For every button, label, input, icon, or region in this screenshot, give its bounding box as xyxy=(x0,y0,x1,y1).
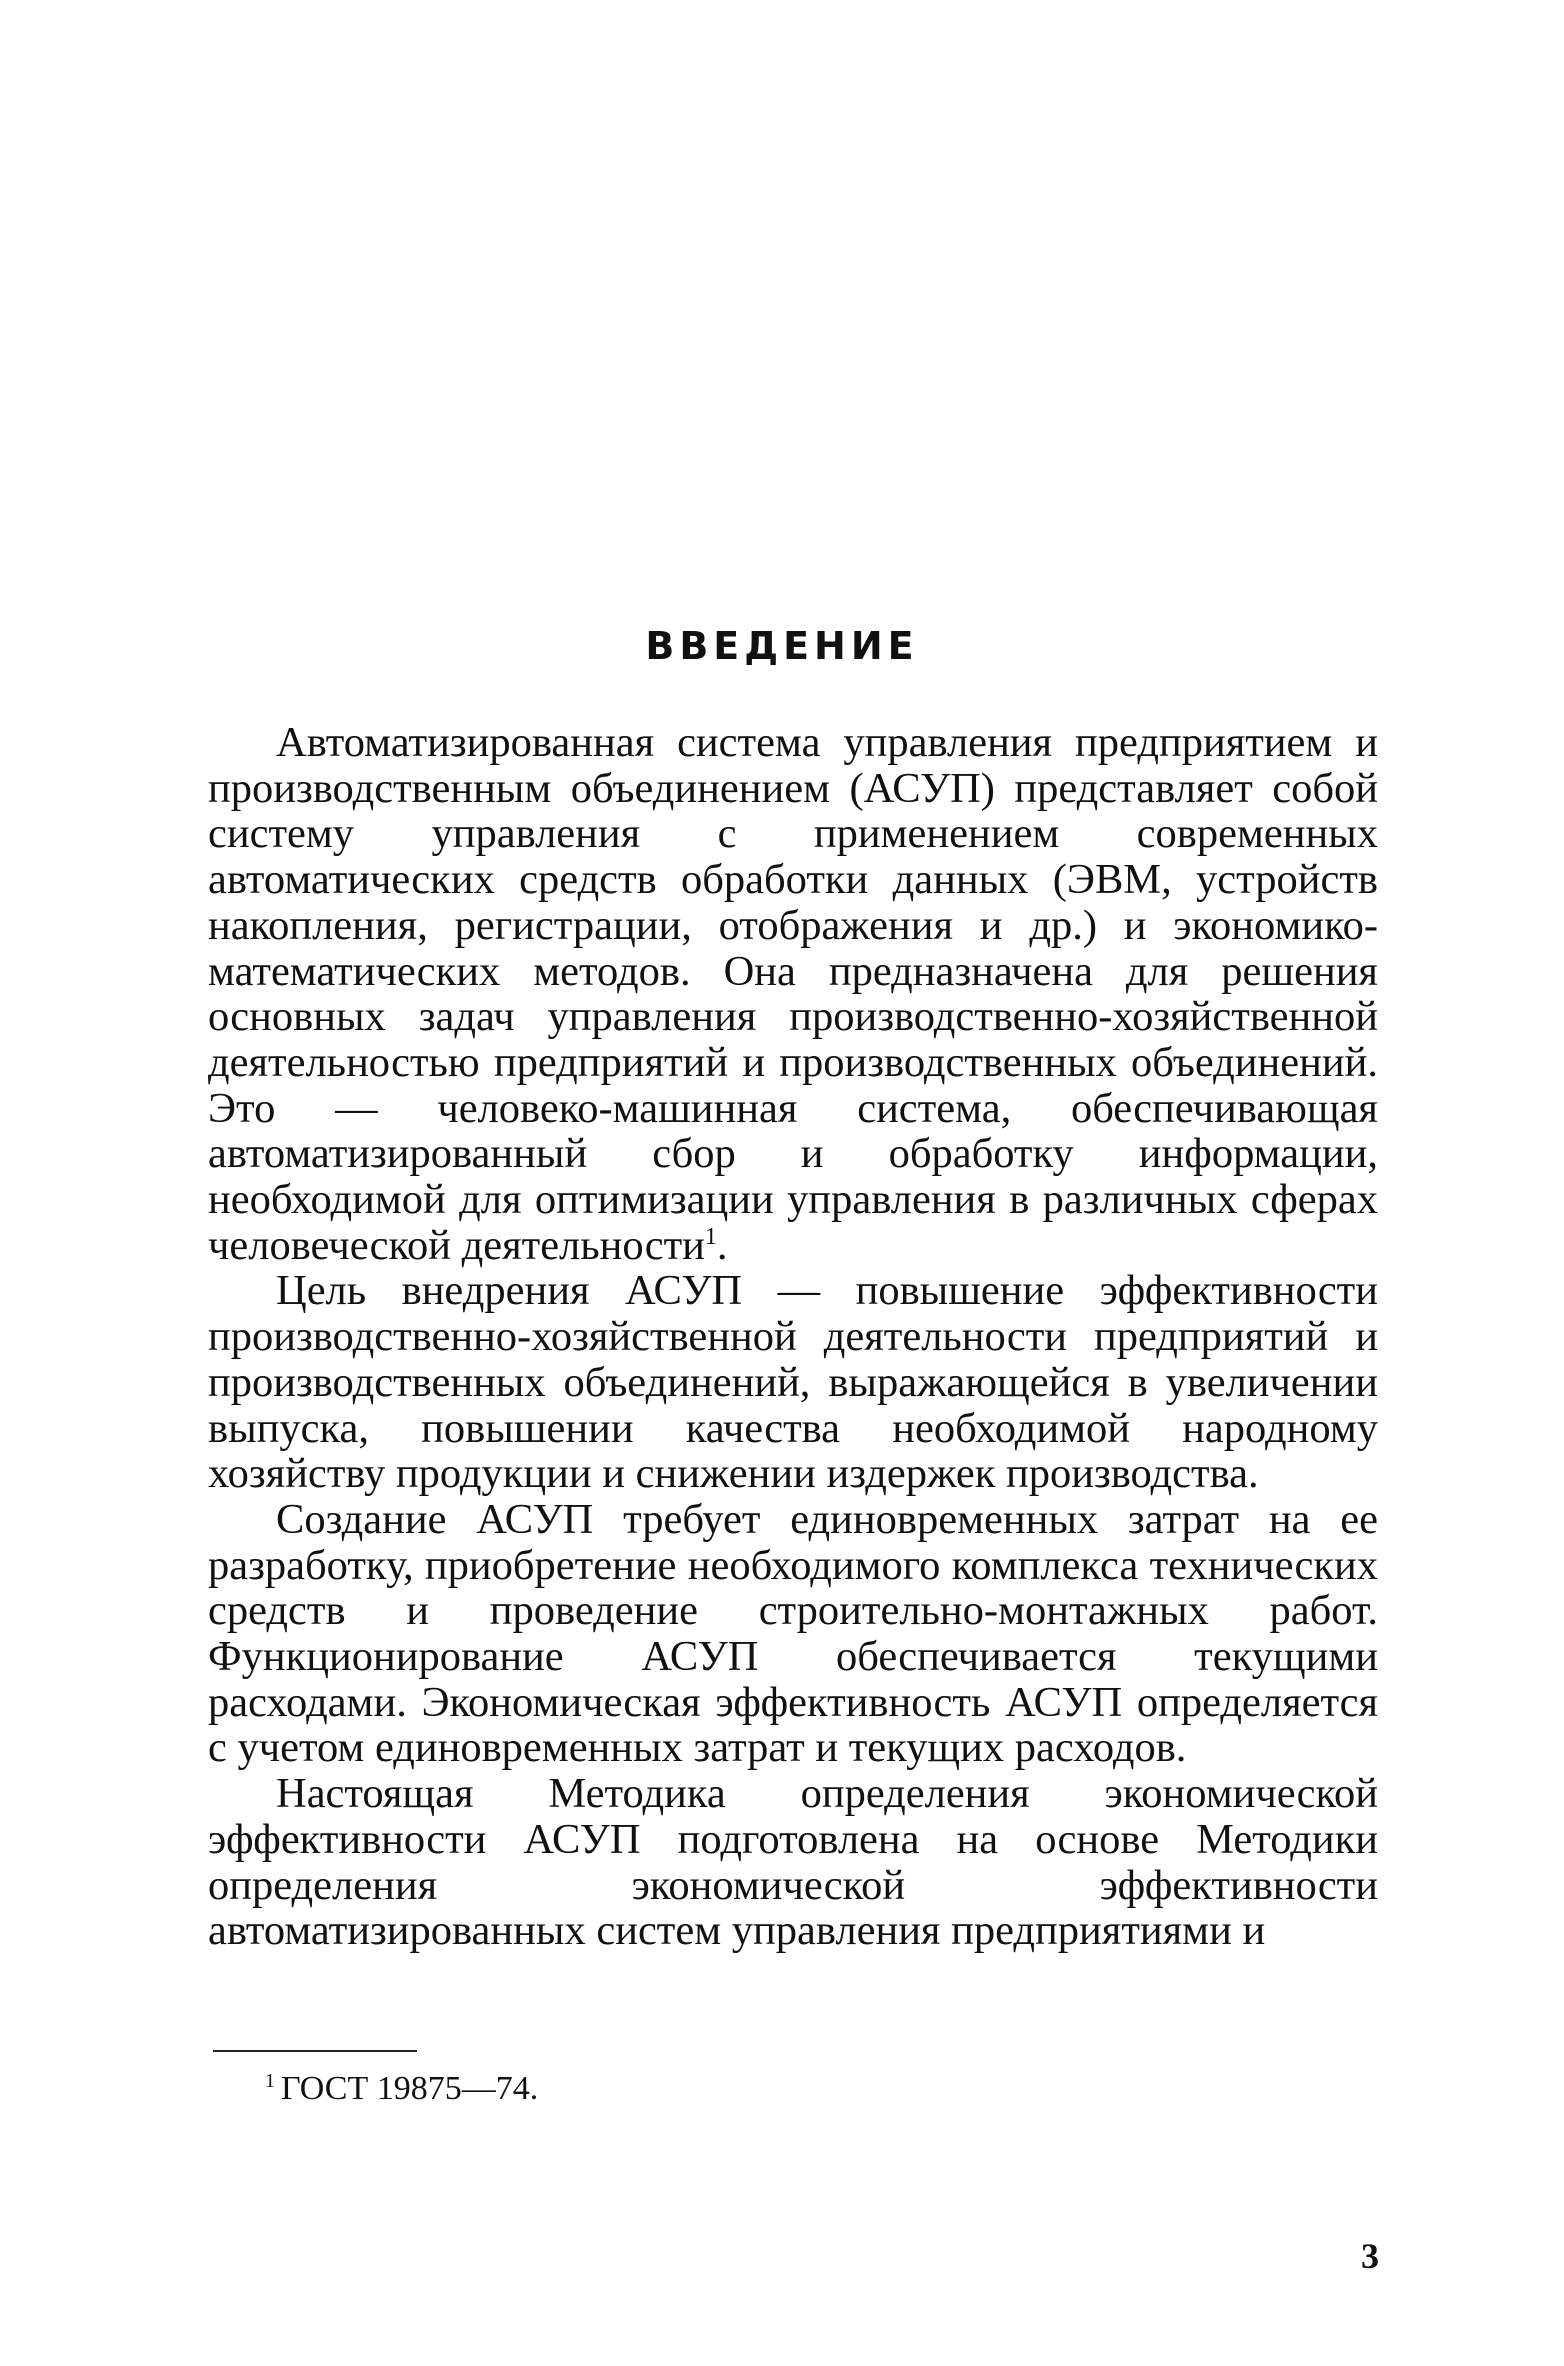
paragraph-1-ending: . xyxy=(716,1221,728,1269)
footnote xyxy=(265,2070,538,2108)
footnote-mark: 1 xyxy=(265,2069,275,2092)
footnote-text: ГОСТ 19875—74. xyxy=(281,2070,539,2107)
paragraph-4: Настоящая Методика определения экономической эффективности АСУП подготовлена на основе Методики определения экономической эффективности автоматизированных систем управления предприятиями и xyxy=(208,1770,1378,1955)
paragraph-2: Цель внедрения АСУП — повышение эффективности производственно-хозяйственной деятельности предприятий и производственных объединений, выражающейся в увеличении выпуска, повышении качества необходимой народному хозяйству продукции и снижении издержек производства. xyxy=(208,1267,1378,1498)
paragraph-1-text: Автоматизированная система управления предприятием и производственным объединением (АСУП) представляет собой систему управления с применением современных автоматических средств обработки данных (ЭВМ, устройств накопления, регистрации, отображения и др.) и экономико-математических методов. Она предназначена для решения основных задач управления производственно-хозяйственной деятельностью предприятий и производственных объединений. Это — человеко-машинная система, обеспечивающая автоматизированный сбор и обработку информации, необходимой для оптимизации управления в различных сферах человеческой деятельности xyxy=(208,719,1378,1269)
footnote-reference: 1 xyxy=(704,1223,717,1250)
paragraph-1 xyxy=(208,720,1378,1268)
page-number: 3 xyxy=(1361,2236,1379,2276)
footnote-divider xyxy=(213,2050,417,2052)
page-title: ВВЕДЕНИЕ xyxy=(645,624,919,668)
paragraph-3: Создание АСУП требует единовременных затрат на ее разработку, приобретение необходимого комплекса технических средств и проведение строительно-монтажных работ. Функционирование АСУП обеспечивается текущими расходами. Экономическая эффективность АСУП определяется с учетом единовременных затрат и текущих расходов. xyxy=(208,1495,1378,1772)
body-text xyxy=(208,720,1378,1954)
